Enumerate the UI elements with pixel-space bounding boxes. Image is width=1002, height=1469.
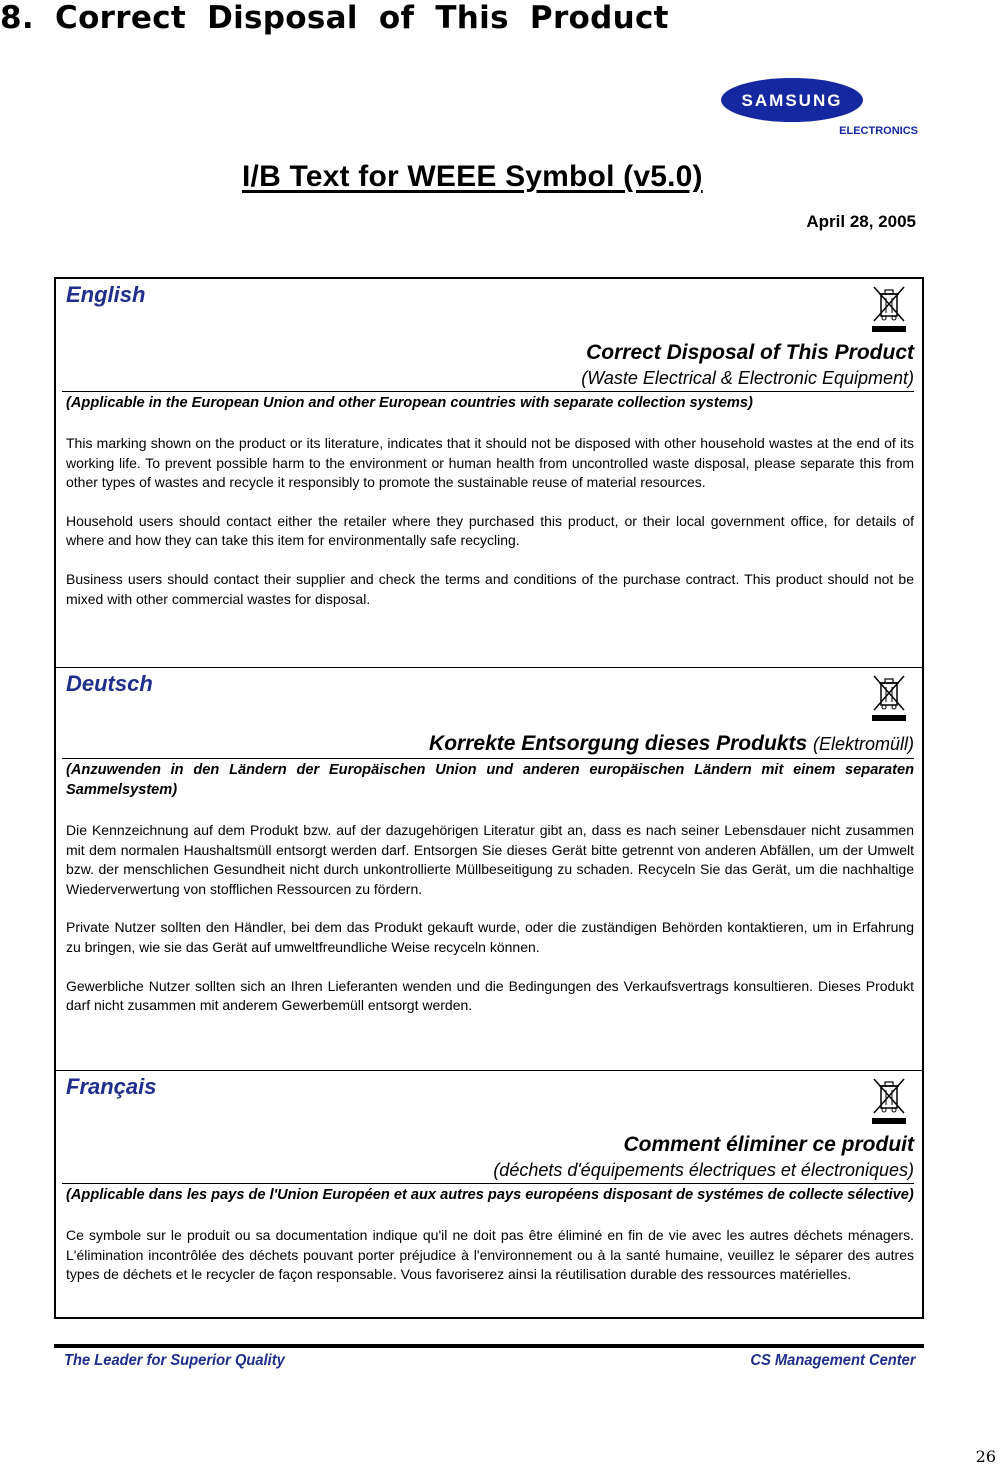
weee-crossed-bin-icon [872,285,906,333]
section-english [56,279,922,667]
paragraph: This marking shown on the product or its literature, indicates that it should not be disposed with other household wastes at the end of its working life. To prevent possible harm to the environment or human health from uncontrolled waste disposal, please separate this from other types of wastes and recycle it responsibly to promote the sustainable reuse of material resources. [66,435,914,491]
lang-name: Français [66,1074,157,1099]
section-francais [56,1070,922,1317]
section-heading: Correct Disposal of This Product [586,341,914,364]
section-heading: Korrekte Entsorgung dieses Produkts (Elektromüll) [62,731,914,759]
samsung-logo-brand: SAMSUNG [741,91,843,110]
paragraph: Ce symbole sur le produit ou sa documentation indique qu'il ne doit pas être éliminé en fin de vie avec les autres déchets ménagers. L'élimination incontrôlée des déchets pouvant porter préjudice à l'environnement ou à la santé humaine, veuillez le séparer des autres types de déchets et le recycler de façon responsable. Vous favoriserez ainsi la réutilisation durable des ressources matérielles. [66,1227,914,1283]
paragraph: Household users should contact either the retailer where they purchased this product, or their local government office, for details of where and how they can take this item for environmentally safe recycling. [66,512,914,549]
applicability-note: (Applicable dans les pays de l'Union Européen et aux autres pays européens disposant de systémes de collecte sélective) [66,1187,914,1203]
section-heading: Comment éliminer ce produit [623,1133,914,1156]
samsung-logo-sub: ELECTRONICS [839,125,918,137]
section-subheading: (Waste Electrical & Electronic Equipment) [62,366,914,392]
samsung-logo [720,76,920,140]
document-title: I/B Text for WEEE Symbol (v5.0) [242,160,703,193]
weee-crossed-bin-icon [872,674,906,722]
paragraph: Die Kennzeichnung auf dem Produkt bzw. auf der dazugehörigen Literatur gibt an, dass es nach seiner Lebensdauer nicht zusammen mit dem normalen Haushaltsmüll entsorgt werden darf. Entsorgen Sie dieses Gerät bitte getrennt von anderen Abfällen, um der Umwelt bzw. der menschlichen Gesundheit nicht durch unkontrollierte Müllbeseitigung zu schaden. Recyceln Sie das Gerät, um die nachhaltige Wiederverwertung von stofflichen Ressourcen zu fördern. [66,822,914,897]
footer-rule [54,1344,924,1348]
section-deutsch [56,667,922,1070]
footer-department: CS Management Center [750,1352,916,1369]
paragraph: Private Nutzer sollten den Händler, bei dem das Produkt gekauft wurde, oder die zuständigen Behörden kontaktieren, um in Erfahrung zu bringen, wie sie das Gerät auf umweltfreundliche Weise recyceln können. [66,919,914,955]
weee-crossed-bin-icon [872,1077,906,1125]
document-date: April 28, 2005 [806,212,916,231]
page-number: 26 [975,1447,996,1466]
paragraph: Business users should contact their supplier and check the terms and conditions of the purchase contract. This product should not be mixed with other commercial wastes for disposal. [66,570,914,607]
section-title: 8. Correct Disposal of This Product [0,0,669,36]
section-subheading: (déchets d'équipements électriques et électroniques) [62,1158,914,1184]
footer-slogan: The Leader for Superior Quality [64,1352,285,1369]
applicability-note: (Applicable in the European Union and other European countries with separate collection systems) [66,395,753,411]
applicability-note: (Anzuwenden in den Ländern der Europäischen Union und anderen europäischen Ländern mit einem separaten Sammelsystem) [66,762,914,798]
lang-name: English [66,282,146,307]
disposal-text-frame [54,277,924,1319]
paragraph: Gewerbliche Nutzer sollten sich an Ihren Lieferanten wenden und die Bedingungen des Verkaufsvertrags konsultieren. Dieses Produkt darf nicht zusammen mit anderem Gewerbemüll entsorgt werden. [66,977,914,1014]
lang-name: Deutsch [66,671,153,696]
